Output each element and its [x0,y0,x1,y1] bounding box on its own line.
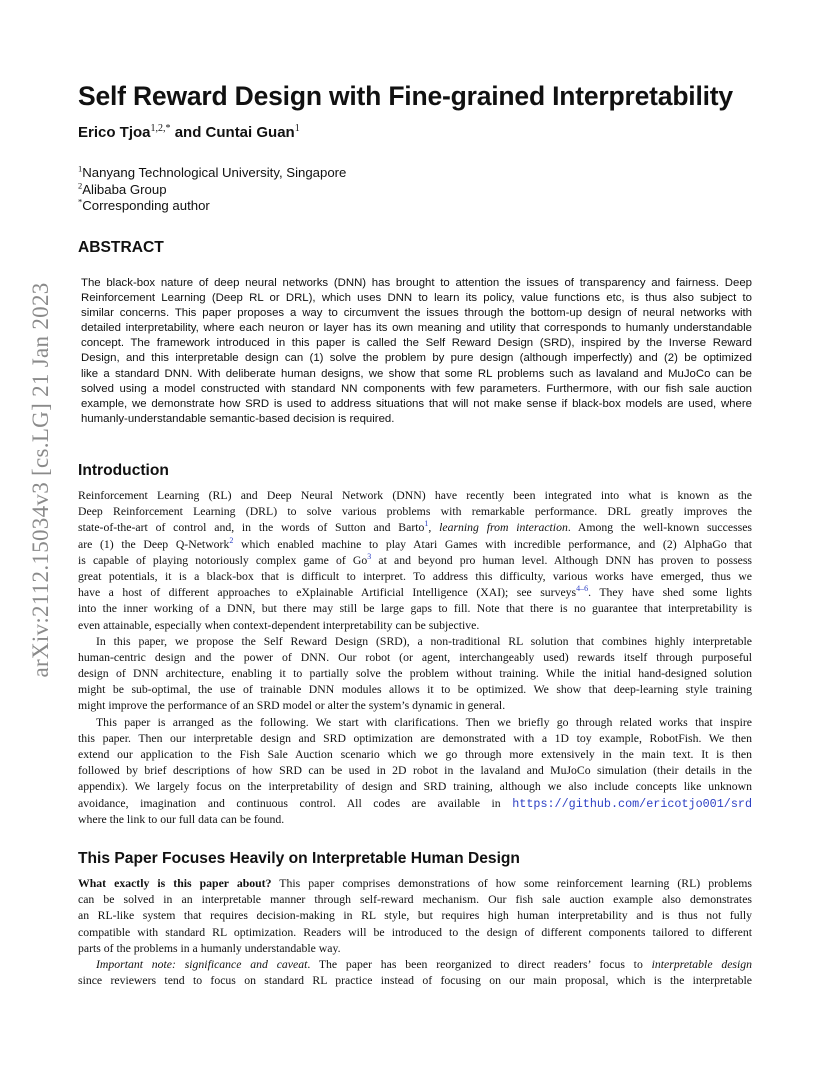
citation-link[interactable]: 2 [229,535,234,545]
body-line: into the inner working of a DNN, but there may still be large gaps to fill. Note that there is no guarantee that interpretability is [78,602,752,616]
body-line: even attainable, especially when context-dependent interpretability can be subjective. [78,618,480,632]
affiliation-text: Nanyang Technological University, Singapore [82,165,347,180]
affiliation-text: Alibaba Group [82,181,167,197]
emphasis-text: Important note: significance and caveat [96,957,308,971]
text-run: , [428,521,440,535]
abstract-line: concept. The framework introduced in this paper is called the Self Reward Design (SRD), inspired by the Inverse Reward [81,337,752,350]
body-line: extend our application to the Fish Sale Auction scenario which we go through more extensively in the main text. It is then [78,748,752,761]
abstract-line: solved using a model constructed with standard NN components with few parameters. Furthermore, with our fish sale auction [81,382,752,395]
body-line: since reviewers tend to focus on standard RL practice instead of focusing on our main proposal, which is the interpretable [78,974,752,988]
body-line: where the link to our full data can be found. [78,812,285,826]
text-run: This paper comprises demonstrations of how some reinforcement learning (RL) problems [271,877,752,890]
affiliation-mark: * [78,196,83,207]
affiliation-item [78,165,346,182]
body-line: can be solved in an interpretable manner through self-reward mechanism. Our fish sale auction example also demonstrates [78,893,752,907]
affiliation-list [78,165,346,215]
abstract-line: Reinforcement Learning (Deep RL or DRL), which uses DNN to learn its policy, value functions etc, is thus also subject to [81,292,752,305]
body-line: this paper. Then our interpretable design and SRD optimization are demonstrated with a 1D toy example, RobotFish. We then [78,731,752,745]
github-repo-link[interactable]: https://github.com/ericotjo001/srd [512,796,752,811]
affiliation-item [78,182,346,199]
emphasis-text: learning from interaction [439,521,568,535]
body-line: appendix). We largely focus on the interpretability of design and SRD training, although we also include concepts like unknown [78,780,752,794]
arxiv-identifier-stamp: arXiv:2112.15034v3 [cs.LG] 21 Jan 2023 [28,282,53,678]
text-run: at and beyond pro human level. Although DNN has proven to possess [371,553,752,567]
abstract-line: Design, and this interpretable design can (1) solve the problem by pure design (although imperfectly) and (2) be optimized [81,352,752,365]
body-line [78,537,752,553]
body-line [78,796,752,812]
body-line: great potentials, it is a black-box that is difficult to interpret. To address this difficulty, various works have emerged, thus we [78,569,752,583]
author-name: and Cuntai Guan [170,124,295,141]
introduction-body [78,488,752,828]
citation-link[interactable]: 4–6 [576,584,589,594]
abstract-line: humanly-understandable semantic-based decision is required. [81,412,395,425]
abstract-line: detailed interpretability, where each neuron or layer has its own meaning and utility that corresponds to humanly understandable [81,322,752,335]
focus-section-heading: This Paper Focuses Heavily on Interpretable Human Design [78,850,520,867]
abstract-line: The black-box nature of deep neural networks (DNN) has brought to attention the issues of transparency and fairness. Deep [81,277,752,289]
abstract-heading: ABSTRACT [78,239,164,256]
body-line [78,553,752,569]
introduction-heading: Introduction [78,462,169,479]
body-line [78,957,752,973]
affiliation-item [78,198,346,215]
body-line: human-centric design and the power of DNN. Our robot (or agent, interchangeably used) rewards itself through purposeful [78,650,752,664]
abstract-line: like a standard DNN. With deliberate human designs, we show that some RL problems such as lavaland and MuJoCo can be [81,367,752,380]
text-run: . Among the well-known successes [567,521,753,535]
affiliation-mark: 1 [78,163,83,174]
body-line: parts of the problems in a humanly understandable way. [78,941,341,955]
text-run: state-of-the-art of control and, in the words of Sutton and Barto [78,521,425,535]
body-line: Deep Reinforcement Learning (DRL) to solve various problems with remarkable performance. DRL greatly improves the [78,505,752,519]
text-run: have a host of different approaches to eXplainable Artificial Intelligence (XAI); see surveys [78,586,577,600]
text-run: is capable of playing notoriously complex game of Go [78,553,368,567]
author-affiliation-marks: 1 [294,123,300,134]
body-line: followed by brief descriptions of how SRD can be used in 2D robot in the lavaland and MuJoCo simulation (their details in the [78,764,752,778]
author-name: Erico Tjoa [78,124,151,141]
abstract-body [81,276,752,427]
body-line [78,585,752,601]
citation-link[interactable]: 3 [367,551,372,561]
body-line [78,520,752,536]
body-line: might be sub-optimal, the use of trainable DNN modules allows it to be optimized. We show that deep-learning style training [78,683,752,697]
body-line: an RL-like system that requires decision-making in RL style, but requires high human interpretability and is thus not fully [78,909,752,923]
abstract-line: example, we demonstrate how SRD is used to address situations that will not make sense if black-box models are used, where [81,397,752,410]
affiliation-mark: 2 [78,180,83,191]
body-line: Reinforcement Learning (RL) and Deep Neural Network (DNN) have recently been integrated into what is known as the [78,489,752,502]
text-run: . The paper has been reorganized to direct readers’ focus to [307,957,652,971]
body-line: compatible with standard RL optimization. Readers will be introduced to the design of different components tailored to different [78,925,752,939]
citation-link[interactable]: 1 [424,519,429,529]
affiliation-text: Corresponding author [82,198,210,214]
abstract-line: similar concerns. This paper proposes a way to circumvent the issues through the bottom-up design of neural networks with [81,307,752,320]
body-line: This paper is arranged as the following. We start with clarifications. Then we briefly go through related works that inspire [96,715,752,729]
text-run: avoidance, imagination and continuous control. All codes are available in [78,796,513,810]
body-line: design of DNN architecture, enabling it to partially solve the problem without training. While the initial hand-designed solution [78,667,752,681]
text-run: . They have shed some lights [588,586,752,600]
body-line [78,876,752,892]
text-run: which enabled machine to play Atari Games with incredible performance, and (2) AlphaGo that [233,537,752,551]
author-affiliation-marks: 1,2,* [150,123,171,134]
body-line: In this paper, we propose the Self Reward Design (SRD), a non-traditional RL solution that combines highly interpretable [96,634,752,648]
paragraph-lead: What exactly is this paper about? [78,877,272,890]
paper-title: Self Reward Design with Fine-grained Interpretability [78,81,733,111]
emphasis-text: interpretable design [651,957,753,971]
focus-section-body [78,876,752,989]
text-run: are (1) the Deep Q-Network [78,537,230,551]
author-list [78,124,300,141]
body-line: might improve the performance of an SRD model or alter the system’s dynamic in general. [78,699,506,713]
